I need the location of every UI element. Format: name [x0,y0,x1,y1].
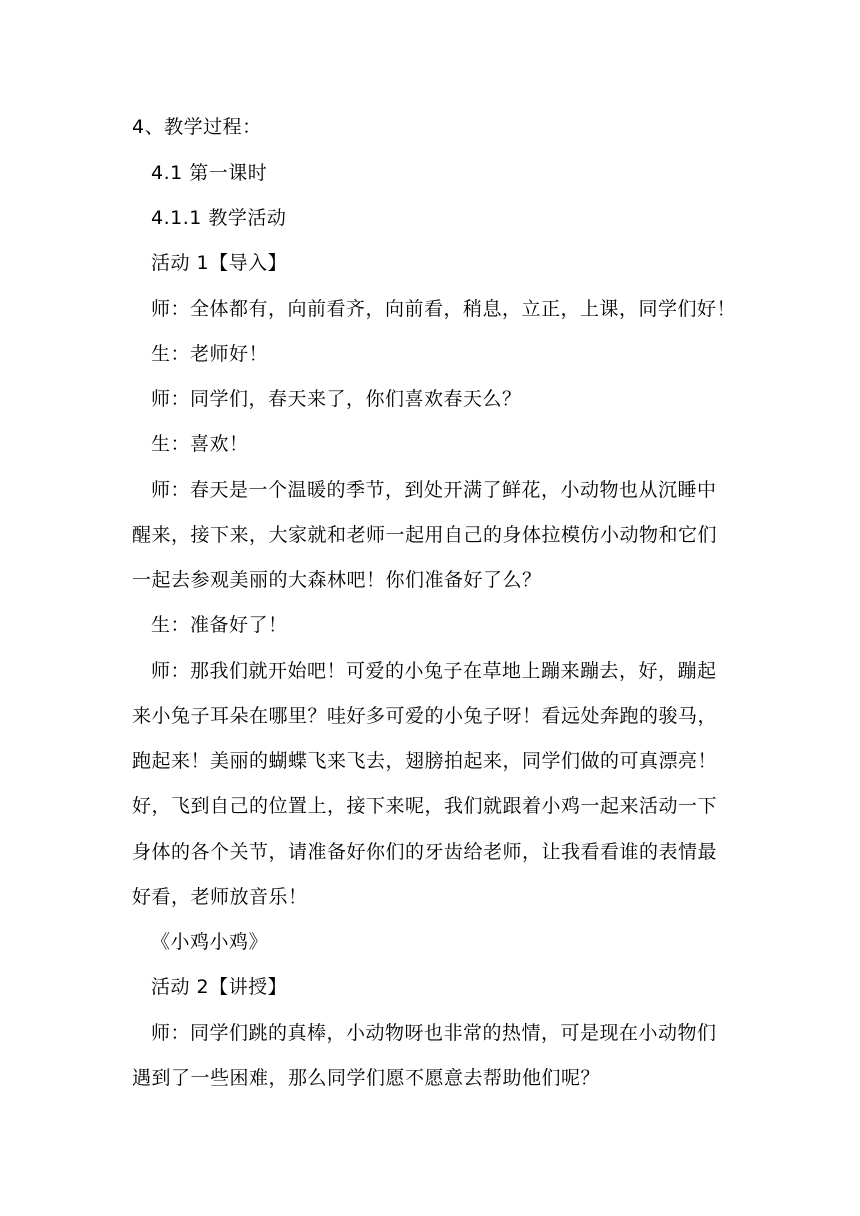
paragraph-line: 师：同学们，春天来了，你们喜欢春天么？ [151,388,522,410]
paragraph-line: 生：老师好！ [151,343,269,365]
paragraph-line: 师：同学们跳的真棒，小动物呀也非常的热情，可是现在小动物们 [151,1022,717,1044]
activity-title: 活动 2【讲授】 [151,976,288,998]
activity-title: 活动 1【导入】 [151,252,288,274]
paragraph-line: 好看，老师放音乐！ [132,886,308,908]
paragraph-line: 跑起来！美丽的蝴蝶飞来飞去，翅膀拍起来，同学们做的可真漂亮！ [132,750,718,772]
paragraph-line: 遇到了一些困难，那么同学们愿不愿意去帮助他们呢？ [132,1067,601,1089]
paragraph-line: 好，飞到自己的位置上，接下来呢，我们就跟着小鸡一起来活动一下 [132,795,718,817]
paragraph-line: 师：全体都有，向前看齐，向前看，稍息，立正，上课，同学们好！ [151,298,737,320]
paragraph-line: 生：准备好了！ [151,614,288,636]
paragraph-line: 身体的各个关节，请准备好你们的牙齿给老师，让我看看谁的表情最 [132,841,718,863]
paragraph-line: 来小兔子耳朵在哪里？哇好多可爱的小兔子呀！看远处奔跑的骏马， [132,705,718,727]
paragraph-line: 一起去参观美丽的大森林吧！你们准备好了么？ [132,569,542,591]
paragraph-line: 生：喜欢！ [151,433,249,455]
paragraph-line: 醒来，接下来，大家就和老师一起用自己的身体拉模仿小动物和它们 [132,524,718,546]
paragraph-line: 师：那我们就开始吧！可爱的小兔子在草地上蹦来蹦去，好，蹦起 [151,660,717,682]
heading: 4、教学过程： [132,116,262,138]
song-title: 《小鸡小鸡》 [151,931,269,953]
section-title: 4.1 第一课时 [151,162,268,184]
paragraph-line: 师：春天是一个温暖的季节，到处开满了鲜花，小动物也从沉睡中 [151,479,717,501]
subsection-title: 4.1.1 教学活动 [151,207,287,229]
